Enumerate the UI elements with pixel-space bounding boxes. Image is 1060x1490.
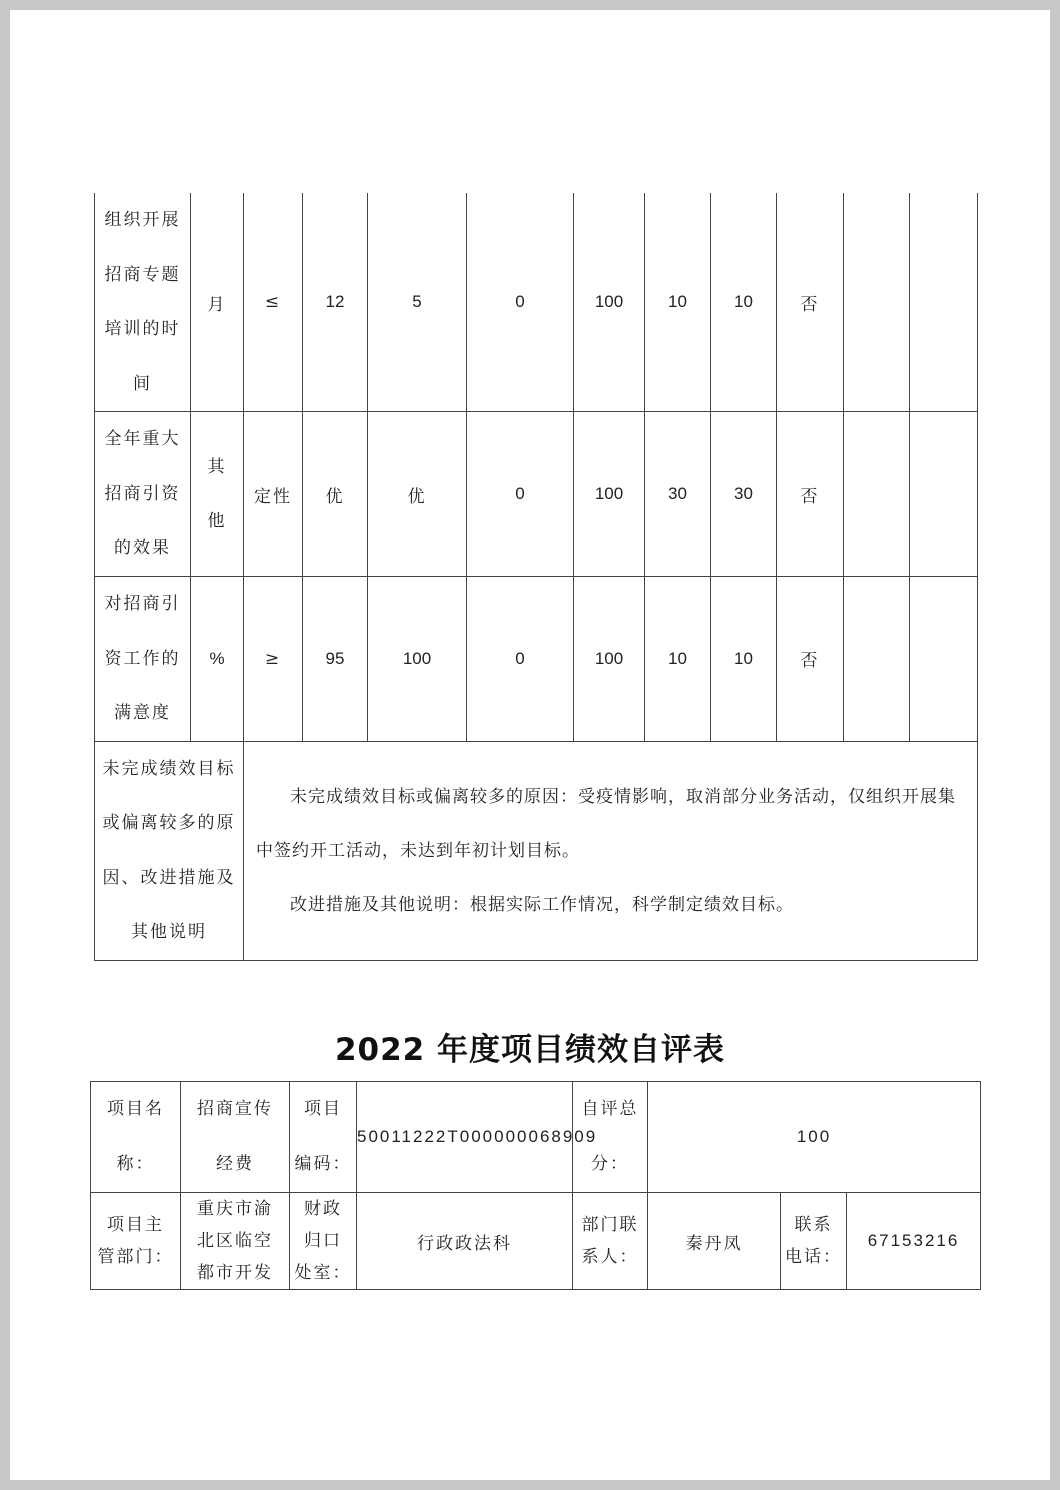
indicator-col7: 100 [574,577,645,742]
indicator-flag: 否 [777,577,844,742]
indicator-score: 10 [711,193,777,412]
notes-content [244,741,978,960]
project-row-1 [91,1082,981,1193]
project-name-value: 招商宣传 经费 [181,1082,290,1193]
indicator-weight: 30 [645,412,711,577]
indicator-actual: 100 [368,577,467,742]
finance-office-value: 行政政法科 [357,1193,573,1290]
indicator-score: 10 [711,577,777,742]
notes-improvement-paragraph: 改进措施及其他说明：根据实际工作情况，科学制定绩效目标。 [290,894,794,915]
indicator-weight: 10 [645,577,711,742]
empty-cell [844,412,910,577]
indicator-row [95,577,978,742]
indicator-name: 对招商引 资工作的 满意度 [95,577,191,742]
project-code-value: 50011222T000000068909 [357,1082,573,1193]
indicator-col7: 100 [574,412,645,577]
notes-label: 未完成绩效目标 或偏离较多的原 因、改进措施及 其他说明 [95,741,244,960]
indicator-col7: 100 [574,193,645,412]
indicator-unit: % [191,577,244,742]
self-score-label: 自评总 分： [573,1082,648,1193]
indicator-score: 30 [711,412,777,577]
indicator-table [94,193,978,961]
indicator-unit: 月 [191,193,244,412]
finance-office-label: 财政 归口 处室： [290,1193,357,1290]
indicator-unit: 其 他 [191,412,244,577]
indicator-actual: 优 [368,412,467,577]
indicator-col6: 0 [467,193,574,412]
indicator-name: 组织开展 招商专题 培训的时 间 [95,193,191,412]
indicator-actual: 5 [368,193,467,412]
indicator-row [95,193,978,412]
indicator-col6: 0 [467,577,574,742]
phone-value: 67153216 [847,1193,981,1290]
indicator-operator: 定性 [244,412,303,577]
indicator-operator: ≥ [244,577,303,742]
phone-label: 联系 电话： [781,1193,847,1290]
self-score-value: 100 [648,1082,981,1193]
indicator-row [95,412,978,577]
indicator-target: 优 [303,412,368,577]
indicator-name: 全年重大 招商引资 的效果 [95,412,191,577]
form-title: 2022 年度项目绩效自评表 [334,1032,726,1068]
department-value: 重庆市渝 北区临空 都市开发 [181,1193,290,1290]
department-label: 项目主 管部门： [91,1193,181,1290]
indicator-weight: 10 [645,193,711,412]
contact-person-label: 部门联 系人： [573,1193,648,1290]
notes-row [95,741,978,960]
empty-cell [844,193,910,412]
contact-person-value: 秦丹凤 [648,1193,781,1290]
empty-cell [844,577,910,742]
indicator-target: 12 [303,193,368,412]
empty-cell [910,577,978,742]
document-page [10,10,1050,1480]
indicator-flag: 否 [777,412,844,577]
indicator-col6: 0 [467,412,574,577]
empty-cell [910,193,978,412]
indicator-operator: ≤ [244,193,303,412]
project-info-table [90,1081,981,1290]
indicator-target: 95 [303,577,368,742]
empty-cell [910,412,978,577]
project-code-label: 项目 编码： [290,1082,357,1193]
project-row-2 [91,1193,981,1290]
indicator-flag: 否 [777,193,844,412]
project-name-label: 项目名 称： [91,1082,181,1193]
notes-reason-paragraph: 未完成绩效目标或偏离较多的原因：受疫情影响，取消部分业务活动，仅组织开展集中签约开工活动，未达到年初计划目标。 [256,786,956,861]
